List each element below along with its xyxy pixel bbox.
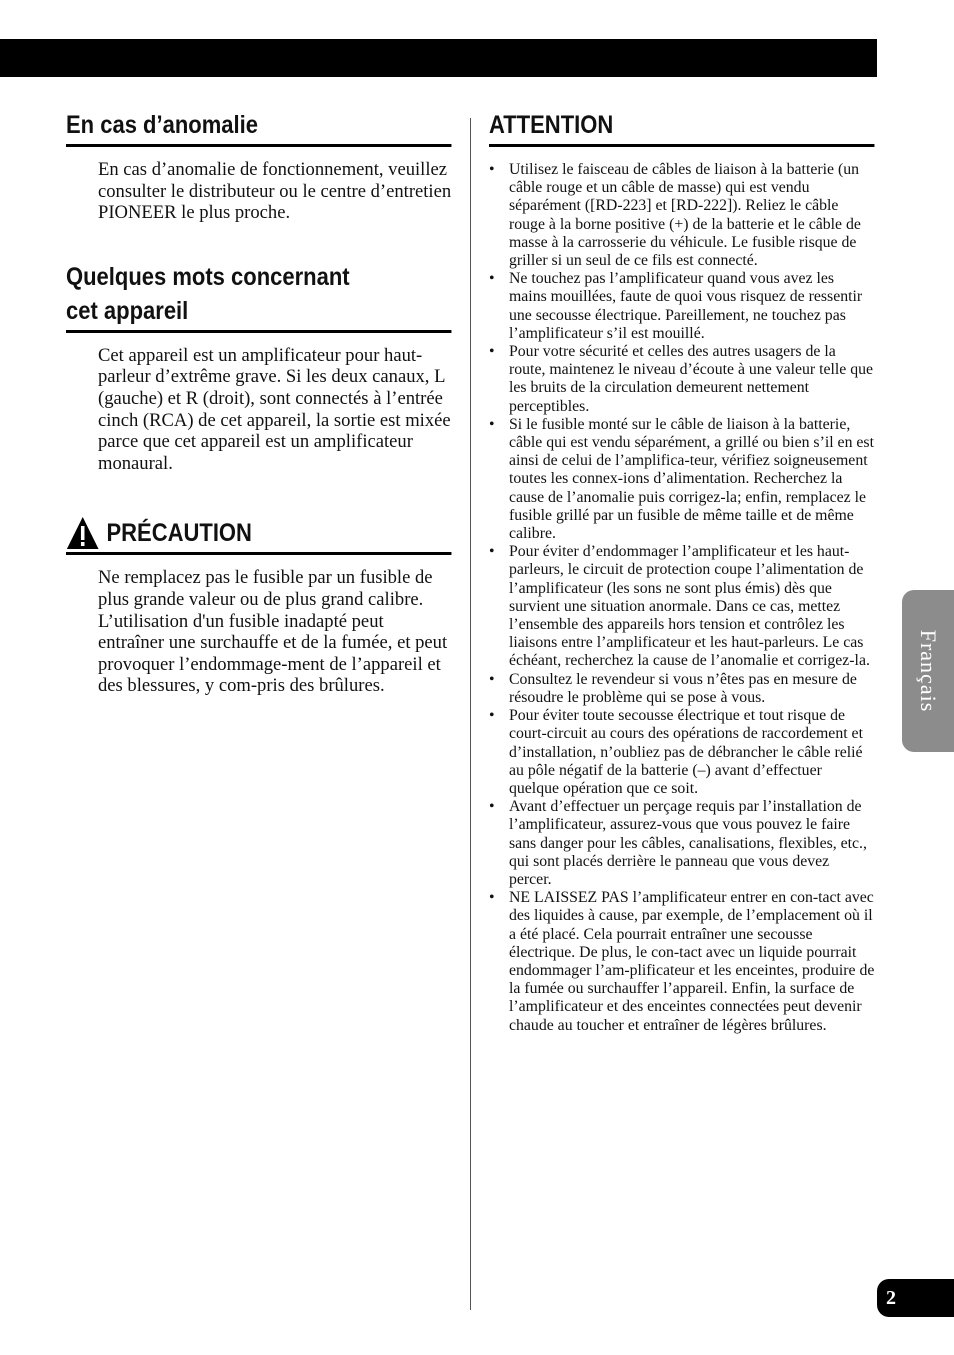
- language-tab-label: Français: [916, 629, 941, 713]
- section-precaution: [66, 516, 452, 697]
- heading-appareil-line1: Quelques mots concernant: [66, 262, 350, 291]
- list-item: • Pour éviter toute secousse électrique et tout risque de court-circuit au cours des opérations de raccordement et d’installation, n’oubliez pas de débrancher le câble relié au pôle négatif de la batterie (–) avant d’effectuer quelque opération que ce soit.: [489, 707, 875, 798]
- left-column: [66, 108, 452, 697]
- section-anomalie: [66, 108, 452, 224]
- page-number: 2: [877, 1279, 954, 1317]
- heading-precaution-label: PRÉCAUTION: [106, 519, 252, 548]
- list-item: • Avant d’effectuer un perçage requis par l’installation de l’amplificateur, assurez-vous que vous pouvez le faire sans danger pour les câbles, canalisations, flexibles, etc., qui sont placés derrière le panneau que vous devez percer.: [489, 798, 875, 889]
- list-item: • Pour votre sécurité et celles des autres usagers de la route, maintenez le niveau d’écoute à une valeur telle que les bruits de la circulation demeurent nettement perceptibles.: [489, 343, 875, 416]
- heading-anomalie: En cas d’anomalie: [66, 108, 452, 147]
- warning-triangle-icon: [66, 516, 99, 550]
- text-appareil: Cet appareil est un amplificateur pour haut-parleur d’extrême grave. Si les deux canaux, L (gauche) et R (droit), sont connectés à l’entrée cinch (RCA) de cet appareil, la sortie est mixée parce que cet appareil est un amplificateur monaural.: [98, 344, 451, 474]
- list-item: • Si le fusible monté sur le câble de liaison à la batterie, câble qui est vendu séparément, a grillé ou bien s’il en est ainsi de celui de l’amplifica-teur, vérifiez soigneusement toutes les connex-ions d’alimentation. Recherchez la cause de l’anomalie puis corrigez-la; enfin, remplacez le fusible grillé par un fusible de même taille et de même calibre.: [489, 416, 875, 543]
- list-item: • Ne touchez pas l’amplificateur quand vous avez les mains mouillées, faute de quoi vous risquez de ressentir une secousse électrique. Pareillement, ne touchez pas l’amplificateur s’il est mouillé.: [489, 270, 875, 343]
- list-item: • Pour éviter d’endommager l’amplificateur et les haut-parleurs, le circuit de protection coupe l’alimentation de l’amplificateur (les sons ne sont plus émis) dès que survient une situation anormale. Dans ce cas, mettez l’ensemble des appareils hors tension et contrôlez les liaisons entre l’amplificateur et les haut-parleurs. Le cas échéant, recherchez la cause de l’anomalie et corrigez-la.: [489, 543, 875, 670]
- list-item: • NE LAISSEZ PAS l’amplificateur entrer en con-tact avec des liquides à cause, par exemple, de l’emplacement où il a été placé. Cela pourrait entraîner une secousse électrique. De plus, le con-tact avec un liquide pourrait endommager l’am-plificateur et les enceintes, produire de la fumée ou surchauffer l’appareil. Enfin, la surface de l’amplificateur et des enceintes connectées peut devenir chaude au toucher et entraîner de légères brûlures.: [489, 889, 875, 1035]
- right-column: [489, 108, 875, 1035]
- heading-appareil-line2: cet appareil: [66, 296, 189, 325]
- text-precaution: Ne remplacez pas le fusible par un fusible de plus grande valeur ou de plus grand calibre. L’utilisation d'un fusible inadapté peut entraîner une surchauffe et de la fumée, et peut provoquer l’endommage-ment de l’appareil et des blessures, y com-pris des brûlures.: [98, 567, 448, 697]
- language-tab: [902, 590, 954, 752]
- heading-attention: ATTENTION: [489, 108, 875, 147]
- heading-appareil: [66, 260, 452, 333]
- list-item: • Utilisez le faisceau de câbles de liaison à la batterie (un câble rouge et un câble de masse) qui est vendu séparément ([RD-223] et [RD-222]). Reliez le câble rouge à la borne positive (+) de la batterie et le câble de masse à la carrosserie du véhicule. Le fusible risque de griller si un seul de ce fils est connecté.: [489, 161, 875, 270]
- text-anomalie: En cas d’anomalie de fonctionnement, veuillez consulter le distributeur ou le centre d’entretien PIONEER le plus proche.: [98, 159, 452, 224]
- section-appareil: [66, 260, 452, 475]
- heading-precaution: [66, 516, 452, 555]
- list-item: • Consultez le revendeur si vous n’êtes pas en mesure de résoudre le problème qui se pose à vous.: [489, 671, 875, 707]
- header-bar: [0, 39, 877, 77]
- column-divider: [470, 118, 471, 1310]
- attention-list: [489, 161, 875, 1035]
